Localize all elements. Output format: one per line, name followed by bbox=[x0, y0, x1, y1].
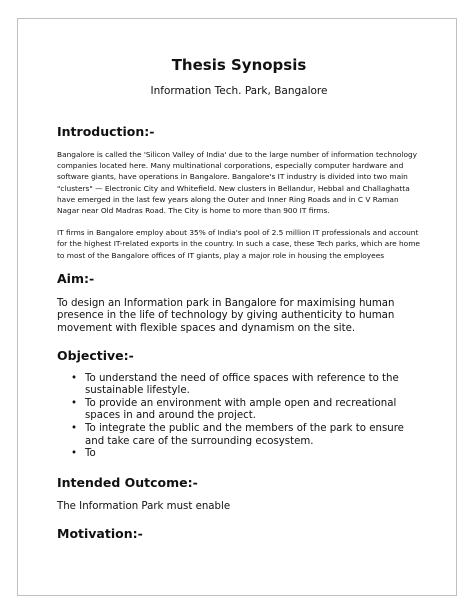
objective-item-text: To integrate the public and the members of the park to ensure and take care of the surrounding ecosystem. bbox=[85, 422, 404, 447]
introduction-heading: Introduction:- bbox=[57, 124, 155, 139]
objective-heading: Objective:- bbox=[57, 347, 134, 363]
objective-item-text: To bbox=[85, 448, 96, 460]
aim-text: To design an Information park in Bangalore for maximising human presence in the life of technology by giving authenticity to human movement with flexible spaces and dynamism on the site. bbox=[57, 297, 395, 335]
intended-outcome-text: The Information Park must enable bbox=[57, 500, 231, 512]
bullet-icon: • bbox=[71, 422, 78, 434]
objective-item bbox=[71, 422, 421, 448]
objective-item-text: To understand the need of office spaces with reference to the sustainable lifestyle. bbox=[85, 372, 399, 397]
document-content bbox=[57, 55, 421, 542]
objective-list bbox=[57, 373, 421, 461]
introduction-paragraph-2: IT firms in Bangalore employ about 35% of India's pool of 2.5 million IT professionals and account for the highest IT-related exports in the country. In such a case, these Tech parks, which are home to most of the Bangalore offices of IT giants, play a major role in housing the employees bbox=[57, 228, 420, 260]
document-title: Thesis Synopsis bbox=[171, 56, 307, 74]
document-page bbox=[17, 18, 457, 596]
motivation-heading: Motivation:- bbox=[57, 526, 143, 542]
bullet-icon: • bbox=[71, 372, 78, 384]
objective-item bbox=[71, 448, 421, 461]
intended-outcome-heading: Intended Outcome:- bbox=[57, 474, 198, 490]
bullet-icon: • bbox=[71, 397, 78, 409]
aim-heading: Aim:- bbox=[57, 270, 95, 286]
document-subtitle: Information Tech. Park, Bangalore bbox=[150, 85, 328, 97]
objective-item bbox=[71, 372, 421, 398]
objective-item bbox=[71, 397, 421, 423]
objective-item-text: To provide an environment with ample open and recreational spaces in and around the project. bbox=[85, 397, 397, 422]
introduction-paragraph-1: Bangalore is called the 'Silicon Valley of India' due to the large number of information technology companies located here. Many multinational corporations, especially computer hardware and software giants, have operations in Bangalore. Bangalore's IT industry is divided into two main "clusters" — Electronic City and Whitefield. New clusters in Bellandur, Hebbal and Challaghatta have emerged in the last few years along the Outer and Inner Ring Roads and in C V Raman Nagar near Old Madras Road. The City is home to more than 900 IT firms. bbox=[57, 150, 418, 216]
bullet-icon: • bbox=[71, 448, 78, 460]
